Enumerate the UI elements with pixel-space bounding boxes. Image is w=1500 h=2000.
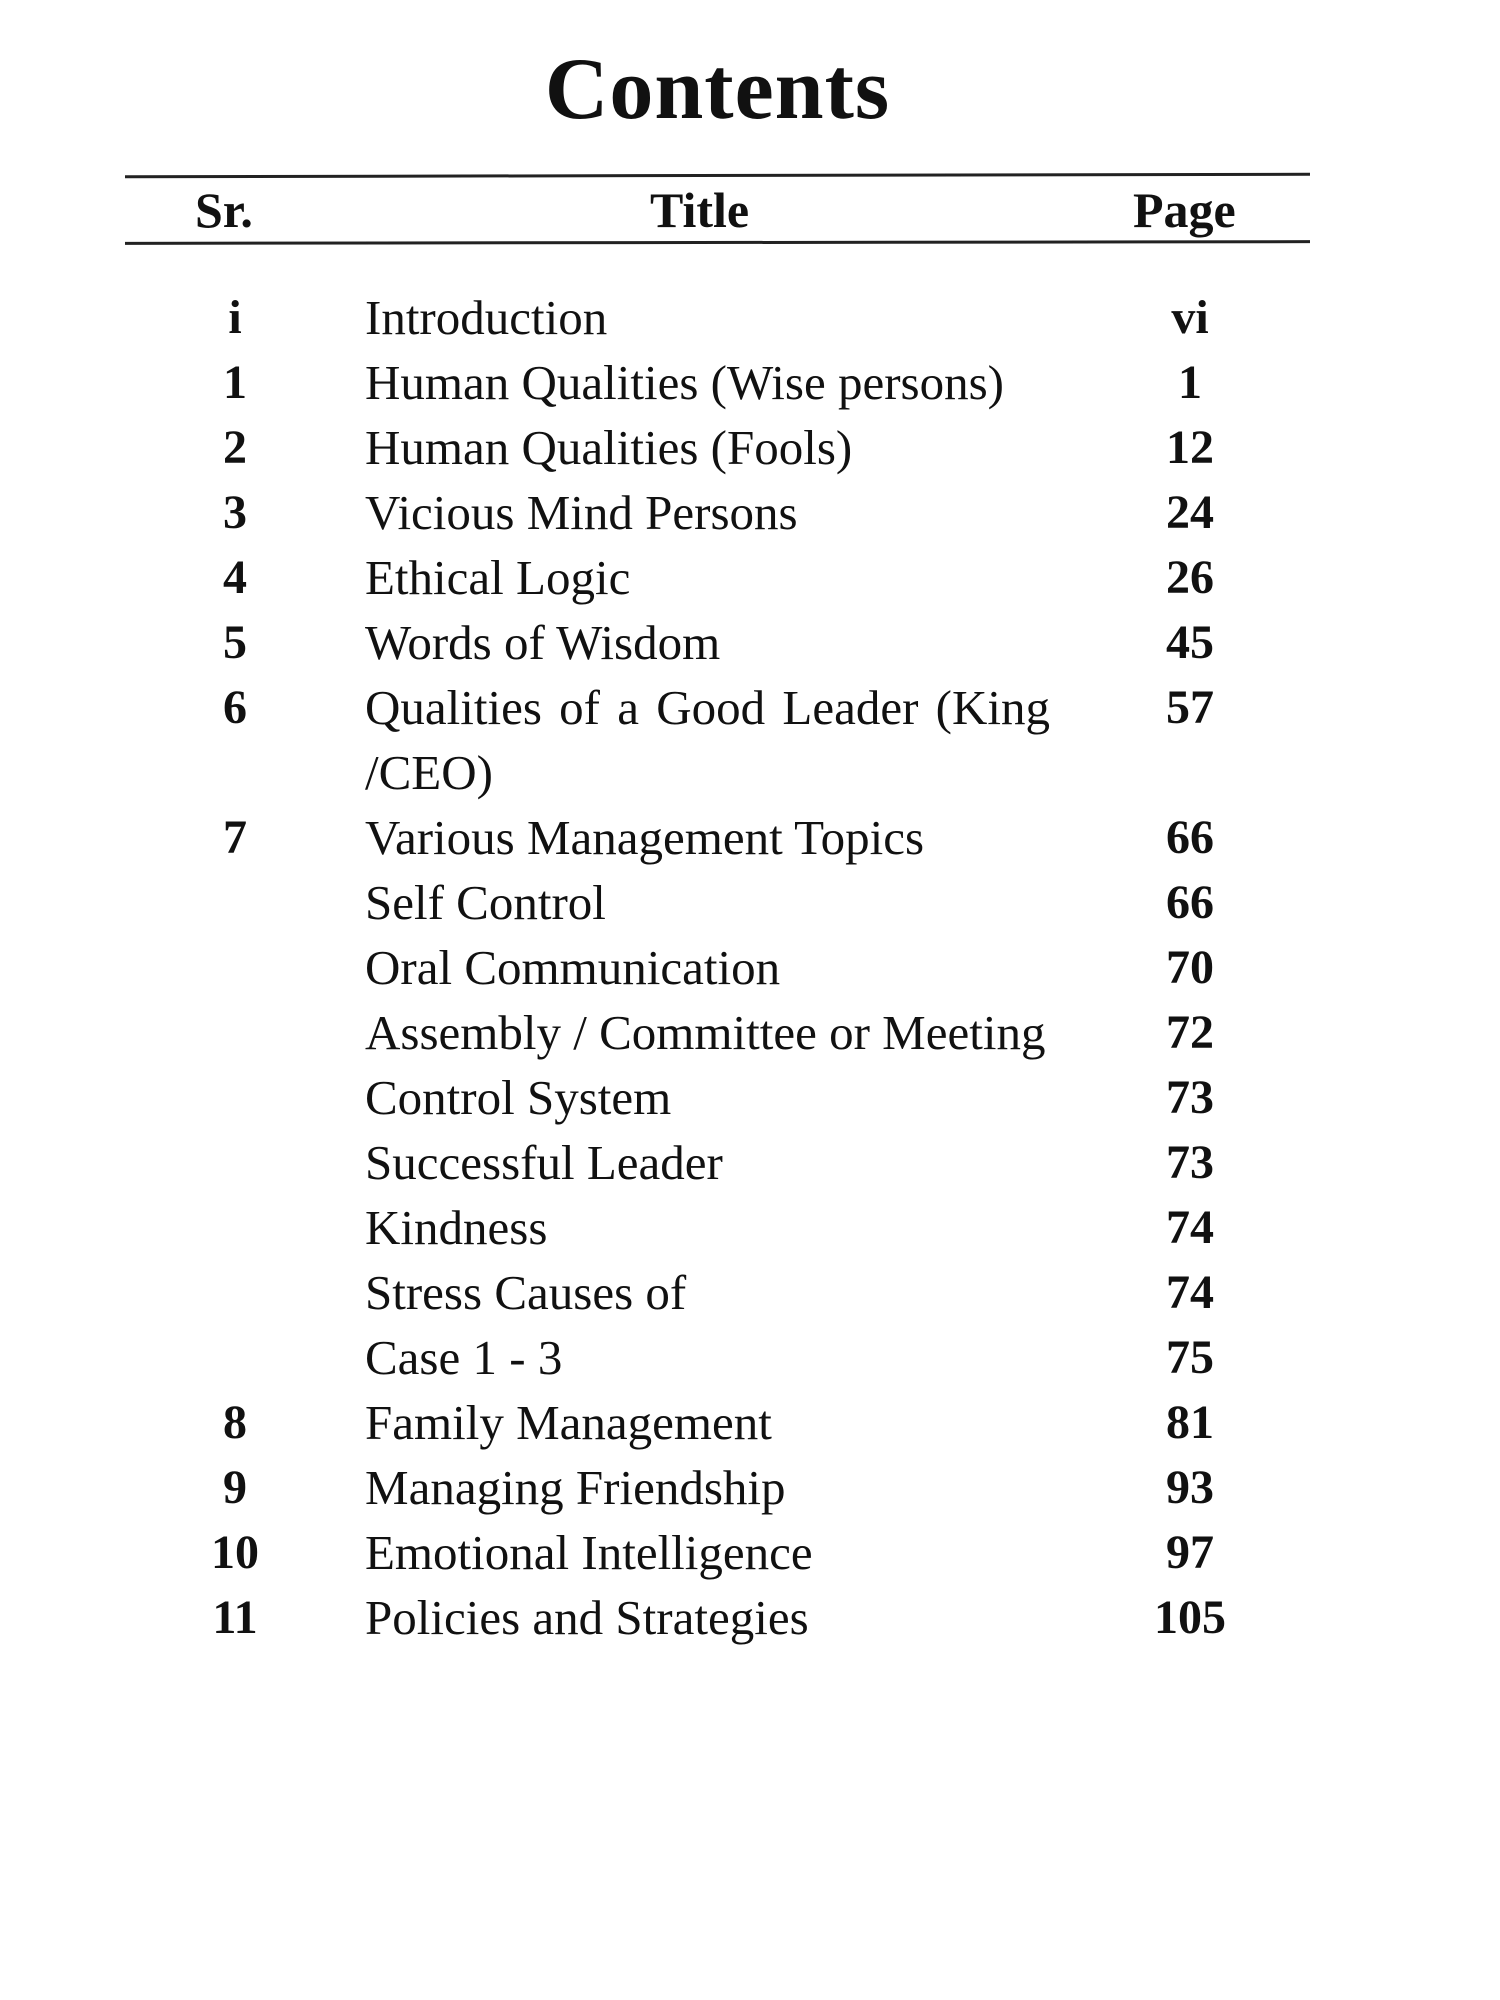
column-header-sr: Sr. bbox=[195, 182, 253, 238]
toc-entry-title: Assembly / Committee or Meeting bbox=[365, 1005, 1046, 1060]
toc-entry-number: 7 bbox=[223, 811, 247, 864]
toc-entry-title: Control System bbox=[365, 1070, 672, 1125]
toc-entry-page: 73 bbox=[1166, 1071, 1214, 1124]
toc-entry-page: 93 bbox=[1166, 1461, 1214, 1514]
toc-entry-title: Managing Friendship bbox=[365, 1460, 786, 1515]
toc-entry bbox=[0, 1000, 1500, 1065]
toc-entry-title: Oral Communication bbox=[365, 940, 781, 995]
toc-entry bbox=[0, 1260, 1500, 1325]
toc-entry-page: 12 bbox=[1166, 421, 1214, 474]
column-header-title: Title bbox=[650, 182, 750, 238]
toc-entry-page: 73 bbox=[1166, 1136, 1214, 1189]
toc-entry-page: 1 bbox=[1178, 356, 1202, 409]
toc-entry bbox=[0, 1195, 1500, 1260]
toc-entry-page: 72 bbox=[1166, 1006, 1214, 1059]
page-title: Contents bbox=[544, 41, 891, 138]
toc-entry bbox=[0, 805, 1500, 870]
toc-entry bbox=[0, 675, 1500, 805]
column-header-page: Page bbox=[1133, 182, 1236, 238]
toc-entry bbox=[0, 935, 1500, 1000]
toc-entry-title: Words of Wisdom bbox=[365, 615, 721, 670]
toc-entry bbox=[0, 285, 1500, 350]
toc-entry-title: Introduction bbox=[365, 290, 608, 345]
toc-entry-number: 2 bbox=[223, 421, 247, 474]
toc-entry-title: Qualities of a Good Leader (King /CEO) bbox=[365, 680, 1050, 800]
toc-entry bbox=[0, 415, 1500, 480]
toc-entry-title: Stress Causes of bbox=[365, 1265, 687, 1320]
toc-entry-page: 66 bbox=[1166, 876, 1214, 929]
header-bottom-rule bbox=[125, 240, 1310, 245]
toc-entry-page: 74 bbox=[1166, 1266, 1214, 1319]
toc-entry-page: 97 bbox=[1166, 1526, 1214, 1579]
toc-entry-page: 57 bbox=[1166, 681, 1214, 734]
toc-entry-title: Vicious Mind Persons bbox=[365, 485, 798, 540]
toc-entry bbox=[0, 610, 1500, 675]
toc-entry bbox=[0, 1325, 1500, 1390]
toc-entry bbox=[0, 1520, 1500, 1585]
toc-entry-page: 24 bbox=[1166, 486, 1214, 539]
toc-entry-number: 3 bbox=[223, 486, 247, 539]
toc-entry-number: 6 bbox=[223, 681, 247, 734]
toc-entry-title: Successful Leader bbox=[365, 1135, 723, 1190]
toc-entry-page: 75 bbox=[1166, 1331, 1214, 1384]
toc-entry-page: 74 bbox=[1166, 1201, 1214, 1254]
toc-entry-title: Kindness bbox=[365, 1200, 548, 1255]
toc-entry bbox=[0, 1130, 1500, 1195]
toc-entry-number: 8 bbox=[223, 1396, 247, 1449]
toc-entry bbox=[0, 1390, 1500, 1455]
toc-entry-number: i bbox=[228, 291, 242, 344]
toc-entry-title: Emotional Intelligence bbox=[365, 1525, 813, 1580]
toc-entry-title: Human Qualities (Wise persons) bbox=[365, 355, 1004, 410]
toc-entry-title: Various Management Topics bbox=[365, 810, 925, 865]
toc-entry-page: 66 bbox=[1166, 811, 1214, 864]
toc-entry-page: 45 bbox=[1166, 616, 1214, 669]
toc-entry bbox=[0, 350, 1500, 415]
toc-entry-number: 11 bbox=[212, 1591, 258, 1644]
toc-entry-title: Family Management bbox=[365, 1395, 772, 1450]
toc-entry-page: 81 bbox=[1166, 1396, 1214, 1449]
toc-entry-page: 26 bbox=[1166, 551, 1214, 604]
toc-entry-number: 1 bbox=[223, 356, 247, 409]
toc-list bbox=[0, 285, 1500, 1650]
toc-entry bbox=[0, 1585, 1500, 1650]
toc-entry-number: 9 bbox=[223, 1461, 247, 1514]
toc-entry-number: 4 bbox=[223, 551, 247, 604]
toc-entry bbox=[0, 1065, 1500, 1130]
toc-entry bbox=[0, 480, 1500, 545]
toc-entry-page: vi bbox=[1171, 291, 1209, 344]
toc-entry-number: 5 bbox=[223, 616, 247, 669]
toc-entry-number: 10 bbox=[211, 1526, 259, 1579]
toc-entry-page: 105 bbox=[1154, 1591, 1226, 1644]
toc-entry-title: Human Qualities (Fools) bbox=[365, 420, 853, 475]
toc-entry-title: Policies and Strategies bbox=[365, 1590, 809, 1645]
toc-entry-title: Self Control bbox=[365, 875, 606, 930]
toc-entry-title: Case 1 - 3 bbox=[365, 1330, 563, 1385]
toc-entry bbox=[0, 545, 1500, 610]
header-top-rule bbox=[125, 173, 1310, 178]
toc-entry bbox=[0, 870, 1500, 935]
toc-entry-title: Ethical Logic bbox=[365, 550, 631, 605]
toc-entry bbox=[0, 1455, 1500, 1520]
toc-entry-page: 70 bbox=[1166, 941, 1214, 994]
